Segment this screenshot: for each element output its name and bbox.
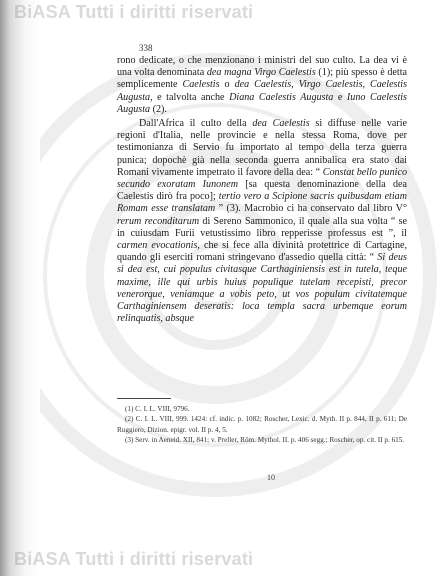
italic-run: Si deus si dea est, cui populus civitasque Carthaginiensis est in tutela, teque maxime, ille qui urbis huius populique tutelam recepisti, precor venerorque, veniamque a vobis peto, ut vos populum civitatemque Carthaginiensem deseratis: loca templa sacra urbemque eorum relinquatis, absque — [117, 252, 407, 325]
italic-run: rerum reconditarum — [117, 215, 200, 227]
text-run: , che si fece alla divinità protettrice di Cartagine, quando gli eserciti romani stringevano d'assedio quella città: “ — [117, 240, 407, 264]
text-run: [sa questa denominazione della dea Caelestis dirò fra poco]; — [117, 179, 407, 203]
text-run: (2). — [150, 103, 167, 115]
italic-run: dea Caelestis, Virgo Caelestis, Caelestis Augusta, — [117, 79, 408, 103]
footnote: (3) Serv. in Aeneid. XII, 841; v. Preller, Röm. Mythol. II. p. 406 segg.; Roscher, op. cit. II p. 615. — [125, 436, 405, 445]
italic-run: Caelestis — [182, 79, 220, 91]
watermark-bottom: BiASA Tutti i diritti riservati — [14, 549, 254, 569]
italic-run: dea magna Virgo Caelestis — [206, 67, 316, 79]
page-number: 338 — [139, 43, 153, 53]
text-run: o — [219, 79, 235, 91]
paragraph — [117, 118, 407, 325]
text-run: Dall'Africa il culto della — [139, 118, 253, 130]
text-run: e — [333, 91, 347, 103]
text-run: (1); più spesso è detta semplicemente — [117, 67, 408, 91]
italic-run: dea Caelestis — [252, 118, 310, 130]
italic-run: carmen evocationis — [117, 240, 198, 252]
paragraph — [117, 55, 407, 116]
text-run: ” (3). Macrobio ci ha conservato dal libro V° — [215, 203, 408, 215]
footnote-rule — [117, 398, 171, 399]
footnotes — [117, 404, 407, 446]
body-text — [117, 55, 407, 325]
italic-run: Constat bello punico secundo exoratam Iunonem — [117, 166, 407, 191]
text-run: si diffuse nelle varie regioni d'Italia, nelle provincie e nella stessa Roma, dove per testimonianza di Servio fu importato al tempo della terza guerra punica; dopochè già nella seconda guerra annibalica era stato dai Romani vivamente impetrato il favore della dea: “ — [117, 118, 407, 178]
watermark-top: BiASA Tutti i diritti riservati — [14, 2, 254, 22]
footnote: (2) C. I. L. VIII, 999. 1424: cf. indic. p. 1082; Roscher, Lexic. d. Myth. II p. 844, II p. 611; De Ruggiero, Dizion. epigr. vol. II p. 4, 5. — [117, 415, 407, 434]
italic-run: Iuno Caelestis Augusta — [117, 91, 407, 115]
italic-run: tertio vero a Scipione sacris quibusdam etiam Romam esse translatam — [117, 191, 407, 215]
text-run: e talvolta anche — [152, 91, 230, 103]
text-run: rono dedicate, o che menzionano i ministri del suo culto. La dea vi è una volta denominata — [117, 55, 407, 79]
italic-run: Diana Caelestis Augusta — [229, 91, 334, 103]
footnote: (1) C. I. L. VIII, 9796. — [125, 405, 190, 413]
text-run: di Sereno Sammonico, il quale alla sua volta “ se in cuiusdam Furii vetustissimo libro repperisse professus est ”, il — [117, 215, 407, 239]
signature-mark: 10 — [267, 473, 275, 482]
